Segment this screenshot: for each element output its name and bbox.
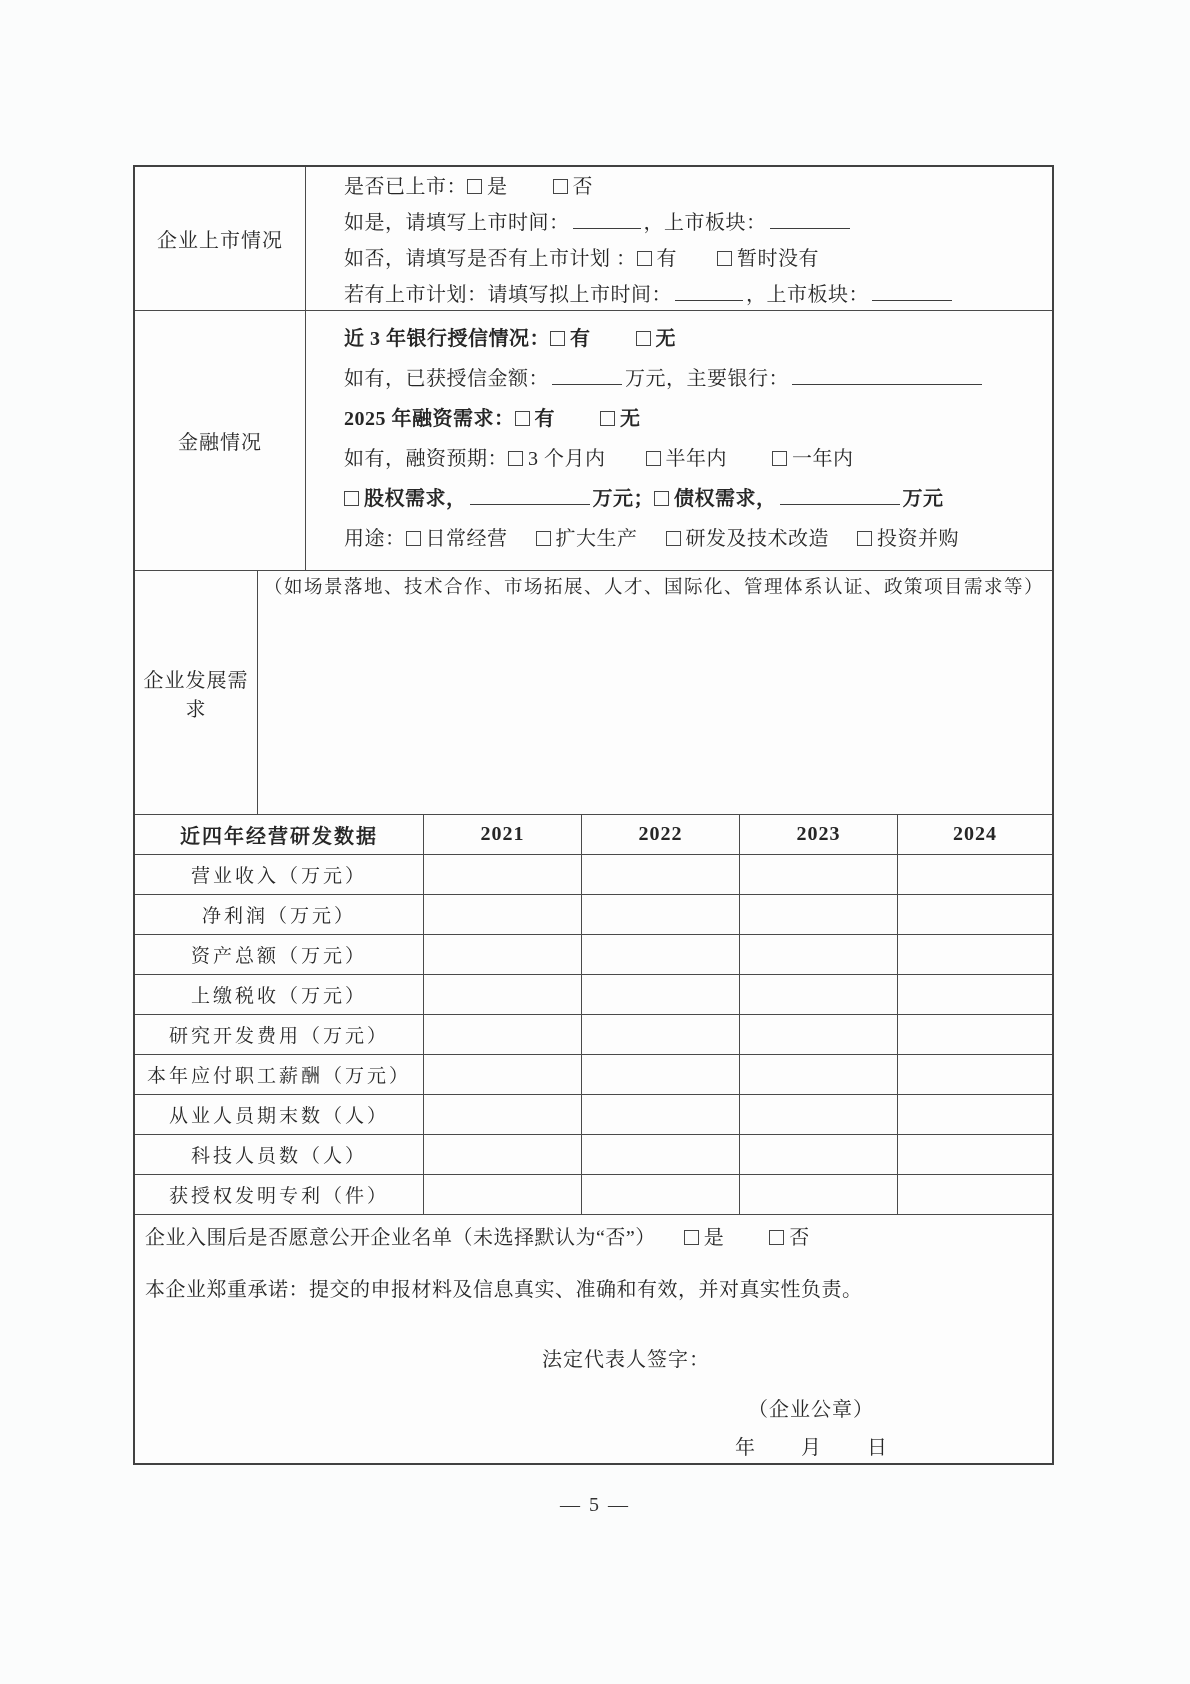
checkbox-listed-no[interactable]: [553, 179, 568, 194]
row-label-net-profit: 净利润（万元）: [135, 895, 424, 934]
finance-line-credit-detail: [344, 359, 1046, 399]
label-usage-expand: 扩大生产: [555, 528, 638, 550]
cell-employees-2024[interactable]: [898, 1095, 1052, 1134]
checkbox-plan-yes[interactable]: [637, 251, 652, 266]
cell-net-profit-2022[interactable]: [582, 895, 740, 934]
label-equity-unit: 万元；: [592, 488, 654, 510]
section-development-needs: [135, 571, 1052, 815]
listing-board-label: ，上市板块：: [643, 212, 767, 234]
label-credit-no: 无: [655, 328, 676, 350]
cell-revenue-2023[interactable]: [740, 855, 898, 894]
cell-employees-2021[interactable]: [424, 1095, 582, 1134]
section-label-development-needs: 企业发展需求: [135, 571, 258, 814]
cell-patents-2023[interactable]: [740, 1175, 898, 1214]
label-need-yes: 有: [534, 408, 555, 430]
blank-credit-amount[interactable]: [552, 382, 622, 385]
checkbox-usage-expand[interactable]: [536, 531, 551, 546]
cell-payroll-2024[interactable]: [898, 1055, 1052, 1094]
blank-listing-time[interactable]: [573, 226, 641, 229]
cell-total-assets-2021[interactable]: [424, 935, 582, 974]
checkbox-expect-3months[interactable]: [508, 451, 523, 466]
cell-patents-2024[interactable]: [898, 1175, 1052, 1214]
checkbox-publicity-no[interactable]: [769, 1230, 784, 1245]
checkbox-need-yes[interactable]: [515, 411, 530, 426]
credit-question-text: 近 3 年银行授信情况：: [344, 328, 550, 350]
checkbox-usage-rd[interactable]: [666, 531, 681, 546]
label-usage-daily: 日常经营: [425, 528, 508, 550]
row-label-payroll: 本年应付职工薪酬（万元）: [135, 1055, 424, 1094]
cell-tax-paid-2023[interactable]: [740, 975, 898, 1014]
table-row-revenue: [135, 855, 1052, 895]
financing-need-text: 2025 年融资需求：: [344, 408, 515, 430]
cell-tech-staff-2024[interactable]: [898, 1135, 1052, 1174]
section-finance: [135, 311, 1052, 571]
label-usage-ma: 投资并购: [877, 528, 959, 550]
checkbox-debt-need[interactable]: [654, 491, 669, 506]
blank-planned-time[interactable]: [675, 298, 743, 301]
section-label-finance: 金融情况: [135, 311, 306, 570]
table-row-rd-expense: [135, 1015, 1052, 1055]
listing-line-is-listed: [344, 169, 1046, 205]
cell-revenue-2022[interactable]: [582, 855, 740, 894]
column-header-2024: 2024: [953, 823, 997, 845]
finance-line-credit: [344, 319, 1046, 359]
label-need-no: 无: [620, 408, 641, 430]
page-number: — 5 —: [560, 1494, 630, 1516]
column-header-2022: 2022: [582, 815, 740, 854]
row-label-tech-staff: 科技人员数（人）: [135, 1135, 424, 1174]
cell-rd-expense-2024[interactable]: [898, 1015, 1052, 1054]
column-header-2023: 2023: [740, 815, 898, 854]
cell-tech-staff-2021[interactable]: [424, 1135, 582, 1174]
checkbox-credit-yes[interactable]: [550, 331, 565, 346]
label-plan-yes: 有: [656, 248, 677, 270]
development-needs-content[interactable]: [258, 571, 1052, 814]
label-publicity-no: 否: [789, 1227, 810, 1249]
cell-total-assets-2023[interactable]: [740, 935, 898, 974]
cell-rd-expense-2023[interactable]: [740, 1015, 898, 1054]
row-label-tax-paid: 上缴税收（万元）: [135, 975, 424, 1014]
cell-total-assets-2024[interactable]: [898, 935, 1052, 974]
cell-tax-paid-2024[interactable]: [898, 975, 1052, 1014]
cell-tech-staff-2023[interactable]: [740, 1135, 898, 1174]
listing-line-plan: [344, 241, 1046, 277]
table-row-total-assets: [135, 935, 1052, 975]
row-label-total-assets: 资产总额（万元）: [135, 935, 424, 974]
listing-line-planned-time: [344, 277, 1046, 313]
finance-line-usage: [344, 519, 1046, 559]
listing-line-if-listed: [344, 205, 1046, 241]
label-plan-none: 暂时没有: [737, 248, 819, 270]
label-publicity-yes: 是: [703, 1227, 725, 1249]
cell-total-assets-2022[interactable]: [582, 935, 740, 974]
cell-tax-paid-2021[interactable]: [424, 975, 582, 1014]
finance-line-expect: [344, 439, 1046, 479]
checkbox-usage-daily[interactable]: [406, 531, 421, 546]
checkbox-listed-yes[interactable]: [467, 179, 482, 194]
checkbox-publicity-yes[interactable]: [684, 1230, 699, 1245]
cell-revenue-2021[interactable]: [424, 855, 582, 894]
finance-content: [306, 311, 1052, 570]
data-table-title: 近四年经营研发数据: [135, 815, 424, 854]
cell-employees-2022[interactable]: [582, 1095, 740, 1134]
cell-rd-expense-2021[interactable]: [424, 1015, 582, 1054]
label-listed-no: 否: [572, 176, 593, 198]
listing-question-text: 是否已上市：: [344, 176, 467, 198]
data-table-header-row: [135, 815, 1052, 855]
publicity-consent-line: [145, 1223, 810, 1253]
checkbox-expect-halfyear[interactable]: [646, 451, 661, 466]
cell-rd-expense-2022[interactable]: [582, 1015, 740, 1054]
application-form-table: [133, 165, 1054, 1465]
company-seal-label: （企业公章）: [748, 1399, 874, 1421]
blank-listing-board[interactable]: [770, 226, 850, 229]
publicity-question-text: 企业入围后是否愿意公开企业名单（未选择默认为“否”）: [145, 1227, 656, 1249]
label-expect-3months: 3 个月内: [528, 448, 606, 470]
cell-payroll-2023[interactable]: [740, 1055, 898, 1094]
cell-net-profit-2024[interactable]: [898, 895, 1052, 934]
table-row-tax-paid: [135, 975, 1052, 1015]
label-debt-need: 债权需求，: [674, 488, 777, 510]
cell-net-profit-2021[interactable]: [424, 895, 582, 934]
listing-plan-question-text: 如否，请填写是否有上市计划 ：: [344, 248, 637, 270]
blank-planned-board[interactable]: [872, 298, 952, 301]
row-label-patents: 获授权发明专利（件）: [135, 1175, 424, 1214]
row-label-rd-expense: 研究开发费用（万元）: [135, 1015, 424, 1054]
table-row-net-profit: [135, 895, 1052, 935]
credit-amount-label: 如有，已获授信金额：: [344, 368, 549, 390]
cell-tech-staff-2022[interactable]: [582, 1135, 740, 1174]
label-expect-halfyear: 半年内: [665, 448, 727, 470]
label-debt-unit: 万元: [902, 488, 944, 510]
usage-label: 用途：: [344, 528, 406, 550]
blank-main-bank[interactable]: [792, 382, 982, 385]
expect-label: 如有，融资预期：: [344, 448, 508, 470]
section-label-listing-status: 企业上市情况: [135, 167, 306, 310]
listing-time-label: 如是，请填写上市时间：: [344, 212, 570, 234]
table-row-patents: [135, 1175, 1052, 1215]
cell-revenue-2024[interactable]: [898, 855, 1052, 894]
date-label: 年 月 日: [735, 1437, 889, 1459]
planned-board-label: ，上市板块：: [746, 284, 869, 306]
row-label-employees: 从业人员期末数（人）: [135, 1095, 424, 1134]
label-credit-yes: 有: [570, 328, 591, 350]
section-listing-status: [135, 167, 1052, 311]
declaration-block: [135, 1215, 1052, 1463]
blank-equity-amount[interactable]: [470, 502, 590, 505]
planned-time-label: 若有上市计划：请填写拟上市时间：: [344, 284, 672, 306]
table-row-tech-staff: [135, 1135, 1052, 1175]
table-row-employees: [135, 1095, 1052, 1135]
label-listed-yes: 是: [487, 176, 508, 198]
cell-net-profit-2023[interactable]: [740, 895, 898, 934]
listing-status-content: [306, 167, 1052, 310]
cell-payroll-2022[interactable]: [582, 1055, 740, 1094]
checkbox-usage-ma[interactable]: [857, 531, 872, 546]
finance-line-need: [344, 399, 1046, 439]
cell-patents-2021[interactable]: [424, 1175, 582, 1214]
legal-representative-signature-label: 法定代表人签字：: [542, 1349, 710, 1371]
checkbox-need-no[interactable]: [600, 411, 615, 426]
commitment-statement: 本企业郑重承诺：提交的申报材料及信息真实、准确和有效，并对真实性负责。: [145, 1279, 863, 1301]
cell-employees-2023[interactable]: [740, 1095, 898, 1134]
checkbox-expect-oneyear[interactable]: [772, 451, 787, 466]
cell-patents-2022[interactable]: [582, 1175, 740, 1214]
cell-payroll-2021[interactable]: [424, 1055, 582, 1094]
development-needs-hint: （如场景落地、技术合作、市场拓展、人才、国际化、管理体系认证、政策项目需求等）: [263, 578, 1044, 598]
checkbox-equity-need[interactable]: [344, 491, 359, 506]
table-row-payroll: [135, 1055, 1052, 1095]
label-expect-oneyear: 一年内: [792, 448, 854, 470]
label-equity-need: 股权需求，: [364, 488, 467, 510]
main-bank-label: 万元，主要银行：: [625, 368, 789, 390]
blank-debt-amount[interactable]: [780, 502, 900, 505]
checkbox-plan-none[interactable]: [717, 251, 732, 266]
label-usage-rd: 研发及技术改造: [685, 528, 829, 550]
row-label-revenue: 营业收入（万元）: [135, 855, 424, 894]
finance-line-equity-debt: [344, 479, 1046, 519]
column-header-2021: 2021: [424, 815, 582, 854]
cell-tax-paid-2022[interactable]: [582, 975, 740, 1014]
checkbox-credit-no[interactable]: [636, 331, 651, 346]
